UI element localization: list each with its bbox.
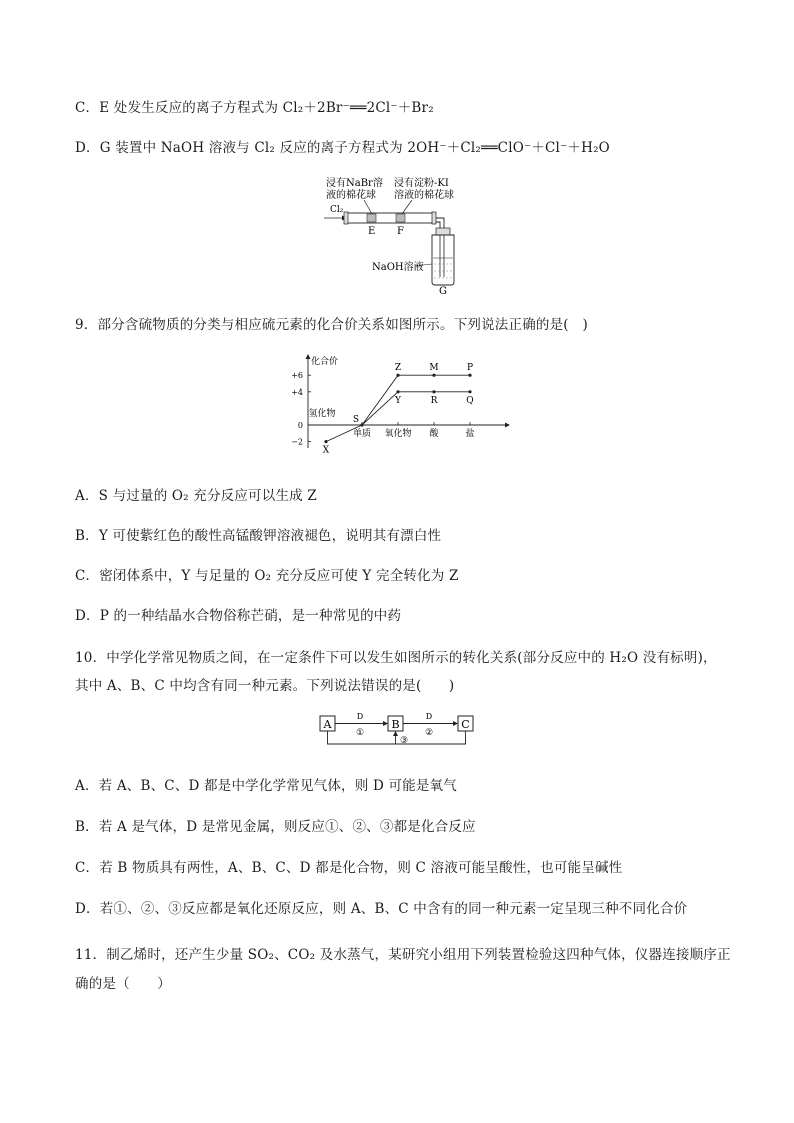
x-category-label: 氧化物 bbox=[384, 429, 412, 439]
q9-option-c: C．密闭体系中，Y 与足量的 O₂ 充分反应可使 Y 完全转化为 Z bbox=[75, 568, 459, 584]
label-g: G bbox=[439, 286, 447, 294]
box-c-label: C bbox=[461, 718, 470, 731]
label-e: E bbox=[368, 226, 376, 237]
point-label-s: S bbox=[352, 415, 360, 425]
y-tick-label: −2 bbox=[291, 437, 303, 447]
point-z bbox=[396, 374, 399, 377]
point-q bbox=[468, 390, 471, 393]
point-label-q: Q bbox=[466, 395, 474, 406]
point-label-r: R bbox=[430, 395, 438, 406]
arrow2-reagent: D bbox=[425, 712, 433, 721]
label-ki-2: 溶液的棉花球 bbox=[394, 190, 454, 201]
q10-option-b: B．若 A 是气体，D 是常见金属，则反应①、②、③都是化合反应 bbox=[75, 819, 476, 835]
point-r bbox=[432, 390, 435, 393]
q8-option-c: C．E 处发生反应的离子方程式为 Cl₂＋2Br⁻══2Cl⁻＋Br₂ bbox=[75, 100, 434, 116]
x-category-label: 盐 bbox=[465, 429, 475, 439]
q10-stem-line2: 其中 A、B、C 中均含有同一种元素。下列说法错误的是( ) bbox=[75, 678, 455, 694]
x-category-label: 氢化物 bbox=[308, 409, 336, 419]
q10-option-a: A．若 A、B、C、D 都是中学化学常见气体，则 D 可能是氧气 bbox=[75, 778, 457, 794]
x-axis-arrow bbox=[505, 423, 510, 428]
point-p bbox=[468, 374, 471, 377]
y-axis-arrow bbox=[306, 354, 311, 359]
q9-option-a: A．S 与过量的 O₂ 充分反应可以生成 Z bbox=[75, 488, 317, 504]
point-label-z: Z bbox=[394, 363, 402, 374]
valence-chart bbox=[280, 350, 515, 456]
q9-option-d: D．P 的一种结晶水合物俗称芒硝，是一种常见的中药 bbox=[75, 608, 402, 624]
q9-stem: 9．部分含硫物质的分类与相应硫元素的化合价关系如图所示。下列说法正确的是( ) bbox=[75, 317, 588, 333]
q10-stem-line1: 10．中学化学常见物质之间，在一定条件下可以发生如图所示的转化关系(部分反应中的 H₂O 没有标明)， bbox=[75, 650, 717, 666]
label-nabr-1: 浸有NaBr溶 bbox=[326, 178, 383, 189]
point-y bbox=[396, 390, 399, 393]
point-label-y: Y bbox=[395, 395, 401, 406]
point-s bbox=[360, 423, 363, 426]
box-b-label: B bbox=[391, 718, 400, 731]
y-tick-label: 0 bbox=[297, 421, 303, 430]
y-tick-label: +6 bbox=[291, 371, 303, 381]
y-axis-label: 化合价 bbox=[311, 357, 339, 367]
q10-option-d: D．若①、②、③反应都是氧化还原反应，则 A、B、C 中含有的同一种元素一定呈现三种不同化合价 bbox=[75, 901, 688, 917]
x-category-label: 酸 bbox=[429, 429, 439, 439]
q11-stem-line1: 11．制乙烯时，还产生少量 SO₂、CO₂ 及水蒸气，某研究小组用下列装置检验这四种气体，仪器连接顺序正 bbox=[75, 947, 731, 963]
label-naoh: NaOH溶液 bbox=[372, 262, 424, 273]
point-x bbox=[324, 440, 327, 443]
point-label-m: M bbox=[429, 363, 439, 374]
point-m bbox=[432, 374, 435, 377]
y-tick-label: +4 bbox=[291, 387, 303, 397]
label-nabr-2: 液的棉花球 bbox=[326, 190, 376, 201]
arrow1-reagent: D bbox=[356, 712, 364, 721]
label-ki-1: 浸有淀粉-KI bbox=[394, 178, 449, 189]
arrow3-number: ③ bbox=[400, 736, 409, 746]
conversion-diagram bbox=[318, 710, 478, 752]
q11-stem-line2: 确的是（ ） bbox=[75, 976, 171, 992]
point-label-x: X bbox=[322, 445, 330, 456]
x-category-label: 单质 bbox=[352, 429, 372, 439]
line-s-y bbox=[362, 392, 398, 425]
box-a-label: A bbox=[323, 718, 332, 731]
q10-option-c: C．若 B 物质具有两性，A、B、C、D 都是化合物，则 C 溶液可能呈酸性，也可能呈碱性 bbox=[75, 860, 623, 876]
arrow1-number: ① bbox=[355, 728, 365, 738]
label-f: F bbox=[397, 226, 404, 237]
point-label-p: P bbox=[466, 363, 474, 374]
q8-option-d: D．G 装置中 NaOH 溶液与 Cl₂ 反应的离子方程式为 2OH⁻＋Cl₂══ClO⁻＋Cl⁻＋H₂O bbox=[75, 140, 610, 156]
apparatus-figure bbox=[320, 172, 480, 294]
line-s-z bbox=[362, 375, 398, 425]
arrow2-number: ② bbox=[424, 728, 434, 738]
q9-option-b: B．Y 可使紫红色的酸性高锰酸钾溶液褪色，说明其有漂白性 bbox=[75, 528, 442, 544]
label-cl2: Cl₂ bbox=[330, 205, 344, 215]
